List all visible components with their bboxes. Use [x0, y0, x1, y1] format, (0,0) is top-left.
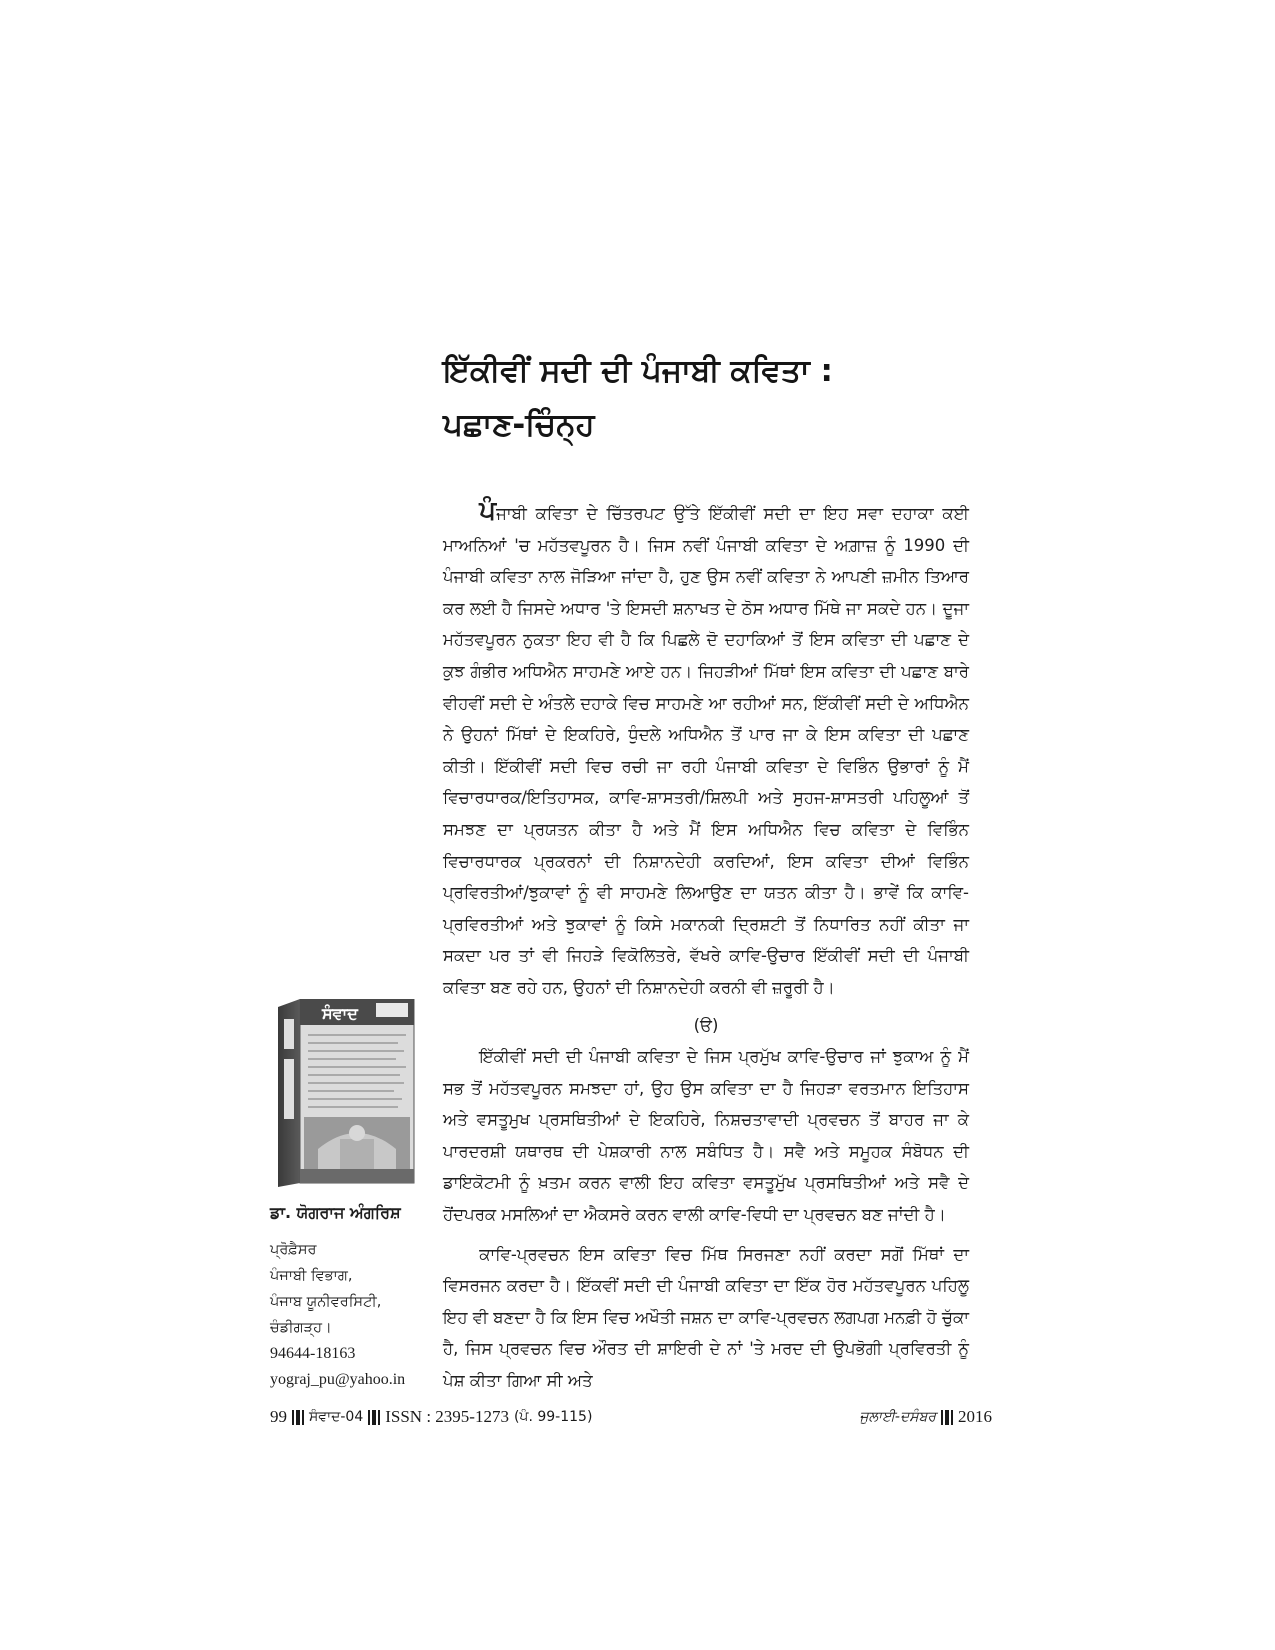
page-footer [270, 1405, 992, 1429]
separator-icon [941, 1410, 953, 1425]
author-department: ਪੰਜਾਬੀ ਵਿਭਾਗ, [270, 1268, 353, 1284]
issue-year: 2016 [958, 1407, 992, 1426]
author-name: ਡਾ. ਯੋਗਰਾਜ ਅੰਗਰਿਸ਼ [270, 1203, 401, 1222]
issue-period: ਜੁਲਾਈ-ਦਸੰਬਰ [859, 1409, 936, 1425]
paragraph-3: ਕਾਵਿ-ਪ੍ਰਵਚਨ ਇਸ ਕਵਿਤਾ ਵਿਚ ਮਿੱਥ ਸਿਰਜਣਾ ਨਹੀਂ ਕਰਦਾ ਸਗੋਂ ਮਿੱਥਾਂ ਦਾ ਵਿਸਰਜਨ ਕਰਦਾ ਹੈ। ਇੱਕਵੀਂ ਸਦੀ ਦੀ ਪੰਜਾਬੀ ਕਵਿਤਾ ਦਾ ਇੱਕ ਹੋਰ ਮਹੱਤਵਪੂਰਨ ਪਹਿਲੂ ਇਹ ਵੀ ਬਣਦਾ ਹੈ ਕਿ ਇਸ ਵਿਚ ਅਖੌਤੀ ਜਸ਼ਨ ਦਾ ਕਾਵਿ-ਪ੍ਰਵਚਨ ਲਗਪਗ ਮਨਫ਼ੀ ਹੋ ਚੁੱਕਾ ਹੈ, ਜਿਸ ਪ੍ਰਵਚਨ ਵਿਚ ਔਰਤ ਦੀ ਸ਼ਾਇਰੀ ਦੇ ਨਾਂ 'ਤੇ ਮਰਦ ਦੀ ਉਪਭੋਗੀ ਪ੍ਰਵਿਰਤੀ ਨੂੰ ਪੇਸ਼ ਕੀਤਾ ਗਿਆ ਸੀ ਅਤੇ [443, 1244, 969, 1391]
paragraph-1 [443, 496, 969, 1004]
footer-left [270, 1407, 592, 1427]
section-heading: (ੳ) [693, 1015, 719, 1035]
title-line-1: ਇੱਕੀਵੀਂ ਸਦੀ ਦੀ ਪੰਜਾਬੀ ਕਵਿਤਾ : [443, 353, 833, 389]
author-designation: ਪ੍ਰੋਫ਼ੈਸਰ [270, 1242, 317, 1258]
author-info [270, 1203, 440, 1393]
separator-icon [368, 1410, 380, 1425]
cover-title: ਸੰਵਾਦ [322, 1004, 358, 1023]
page-number: 99 [270, 1407, 287, 1426]
paragraph-2: ਇੱਕੀਵੀਂ ਸਦੀ ਦੀ ਪੰਜਾਬੀ ਕਵਿਤਾ ਦੇ ਜਿਸ ਪ੍ਰਮੁੱਖ ਕਾਵਿ-ਉਚਾਰ ਜਾਂ ਝੁਕਾਅ ਨੂੰ ਮੈਂ ਸਭ ਤੋਂ ਮਹੱਤਵਪੂਰਨ ਸਮਝਦਾ ਹਾਂ, ਉਹ ਉਸ ਕਵਿਤਾ ਦਾ ਹੈ ਜਿਹੜਾ ਵਰਤਮਾਨ ਇਤਿਹਾਸ ਅਤੇ ਵਸਤੂਮੁਖ ਪ੍ਰਸਥਿਤੀਆਂ ਦੇ ਇਕਹਿਰੇ, ਨਿਸ਼ਚਤਾਵਾਦੀ ਪ੍ਰਵਚਨ ਤੋਂ ਬਾਹਰ ਜਾ ਕੇ ਪਾਰਦਰਸ਼ੀ ਯਥਾਰਥ ਦੀ ਪੇਸ਼ਕਾਰੀ ਨਾਲ ਸਬੰਧਿਤ ਹੈ। ਸਵੈ ਅਤੇ ਸਮੂਹਕ ਸੰਬੋਧਨ ਦੀ ਡਾਇਕੋਟਮੀ ਨੂੰ ਖ਼ਤਮ ਕਰਨ ਵਾਲੀ ਇਹ ਕਵਿਤਾ ਵਸਤੂਮੁੱਖ ਪ੍ਰਸਥਿਤੀਆਂ ਅਤੇ ਸਵੈ ਦੇ ਹੋਂਦਪਰਕ ਮਸਲਿਆਂ ਦਾ ਐਕਸਰੇ ਕਰਨ ਵਾਲੀ ਕਾਵਿ-ਵਿਧੀ ਦਾ ਪ੍ਰਵਚਨ ਬਣ ਜਾਂਦੀ ਹੈ। [443, 1047, 969, 1225]
author-email: yograj_pu@yahoo.in [270, 1371, 406, 1388]
author-phone: 94644-18163 [270, 1345, 356, 1362]
separator-icon [292, 1410, 304, 1425]
drop-cap: ਪੰ [479, 496, 497, 526]
journal-name: ਸੰਵਾਦ-04 [309, 1409, 364, 1425]
author-university: ਪੰਜਾਬ ਯੂਨੀਵਰਸਿਟੀ, [270, 1294, 382, 1310]
article-title [443, 344, 963, 452]
paragraph-1-text: ਜਾਬੀ ਕਵਿਤਾ ਦੇ ਚਿੱਤਰਪਟ ਉੱਤੇ ਇੱਕੀਵੀਂ ਸਦੀ ਦਾ ਇਹ ਸਵਾ ਦਹਾਕਾ ਕਈ ਮਾਅਨਿਆਂ 'ਚ ਮਹੱਤਵਪੂਰਨ ਹੈ। ਜਿਸ ਨਵੀਂ ਪੰਜਾਬੀ ਕਵਿਤਾ ਦੇ ਅਗ਼ਾਜ਼ ਨੂੰ 1990 ਦੀ ਪੰਜਾਬੀ ਕਵਿਤਾ ਨਾਲ ਜੋੜਿਆ ਜਾਂਦਾ ਹੈ, ਹੁਣ ਉਸ ਨਵੀਂ ਕਵਿਤਾ ਨੇ ਆਪਣੀ ਜ਼ਮੀਨ ਤਿਆਰ ਕਰ ਲਈ ਹੈ ਜਿਸਦੇ ਅਧਾਰ 'ਤੇ ਇਸਦੀ ਸ਼ਨਾਖਤ ਦੇ ਠੋਸ ਅਧਾਰ ਮਿੱਥੇ ਜਾ ਸਕਦੇ ਹਨ। ਦੂਜਾ ਮਹੱਤਵਪੂਰਨ ਨੁਕਤਾ ਇਹ ਵੀ ਹੈ ਕਿ ਪਿਛਲੇ ਦੋ ਦਹਾਕਿਆਂ ਤੋਂ ਇਸ ਕਵਿਤਾ ਦੀ ਪਛਾਣ ਦੇ ਕੁਝ ਗੰਭੀਰ ਅਧਿਐਨ ਸਾਹਮਣੇ ਆਏ ਹਨ। ਜਿਹੜੀਆਂ ਮਿੱਥਾਂ ਇਸ ਕਵਿਤਾ ਦੀ ਪਛਾਣ ਬਾਰੇ ਵੀਹਵੀਂ ਸਦੀ ਦੇ ਅੰਤਲੇ ਦਹਾਕੇ ਵਿਚ ਸਾਹਮਣੇ ਆ ਰਹੀਆਂ ਸਨ, ਇੱਕੀਵੀਂ ਸਦੀ ਦੇ ਅਧਿਐਨ ਨੇ ਉਹਨਾਂ ਮਿੱਥਾਂ ਦੇ ਇਕਹਿਰੇ, ਧੁੰਦਲੇ ਅਧਿਐਨ ਤੋਂ ਪਾਰ ਜਾ ਕੇ ਇਸ ਕਵਿਤਾ ਦੀ ਪਛਾਣ ਕੀਤੀ। ਇੱਕੀਵੀਂ ਸਦੀ ਵਿਚ ਰਚੀ ਜਾ ਰਹੀ ਪੰਜਾਬੀ ਕਵਿਤਾ ਦੇ ਵਿਭਿੰਨ ਉਭਾਰਾਂ ਨੂੰ ਮੈਂ ਵਿਚਾਰਧਾਰਕ/ਇਤਿਹਾਸਕ, ਕਾਵਿ-ਸ਼ਾਸਤਰੀ/ਸ਼ਿਲਪੀ ਅਤੇ ਸੁਹਜ-ਸ਼ਾਸਤਰੀ ਪਹਿਲੂਆਂ ਤੋਂ ਸਮਝਣ ਦਾ ਪ੍ਰਯਤਨ ਕੀਤਾ ਹੈ ਅਤੇ ਮੈਂ ਇਸ ਅਧਿਐਨ ਵਿਚ ਕਵਿਤਾ ਦੇ ਵਿਭਿੰਨ ਵਿਚਾਰਧਾਰਕ ਪ੍ਰਕਰਨਾਂ ਦੀ ਨਿਸ਼ਾਨਦੇਹੀ ਕਰਦਿਆਂ, ਇਸ ਕਵਿਤਾ ਦੀਆਂ ਵਿਭਿੰਨ ਪ੍ਰਵਿਰਤੀਆਂ/ਝੁਕਾਵਾਂ ਨੂੰ ਵੀ ਸਾਹਮਣੇ ਲਿਆਉਣ ਦਾ ਯਤਨ ਕੀਤਾ ਹੈ। ਭਾਵੇਂ ਕਿ ਕਾਵਿ-ਪ੍ਰਵਿਰਤੀਆਂ ਅਤੇ ਝੁਕਾਵਾਂ ਨੂੰ ਕਿਸੇ ਮਕਾਨਕੀ ਦ੍ਰਿਸ਼ਟੀ ਤੋਂ ਨਿਧਾਰਿਤ ਨਹੀਂ ਕੀਤਾ ਜਾ ਸਕਦਾ ਪਰ ਤਾਂ ਵੀ ਜਿਹੜੇ ਵਿਕੋਲਿਤਰੇ, ਵੱਖਰੇ ਕਾਵਿ-ਉਚਾਰ ਇੱਕੀਵੀਂ ਸਦੀ ਦੀ ਪੰਜਾਬੀ ਕਵਿਤਾ ਬਣ ਰਹੇ ਹਨ, ਉਹਨਾਂ ਦੀ ਨਿਸ਼ਾਨਦੇਹੀ ਕਰਨੀ ਵੀ ਜ਼ਰੂਰੀ ਹੈ। [443, 504, 969, 997]
footer-right [859, 1407, 992, 1427]
title-line-2: ਪਛਾਣ-ਚਿੰਨ੍ਹ [443, 407, 595, 443]
journal-cover-image [278, 999, 418, 1187]
author-city: ਚੰਡੀਗੜ੍ਹ। [270, 1320, 332, 1336]
issn: ISSN : 2395-1273 [385, 1407, 509, 1426]
article-body [443, 496, 969, 1397]
page-range: (ਪੰ. 99-115) [513, 1409, 593, 1425]
